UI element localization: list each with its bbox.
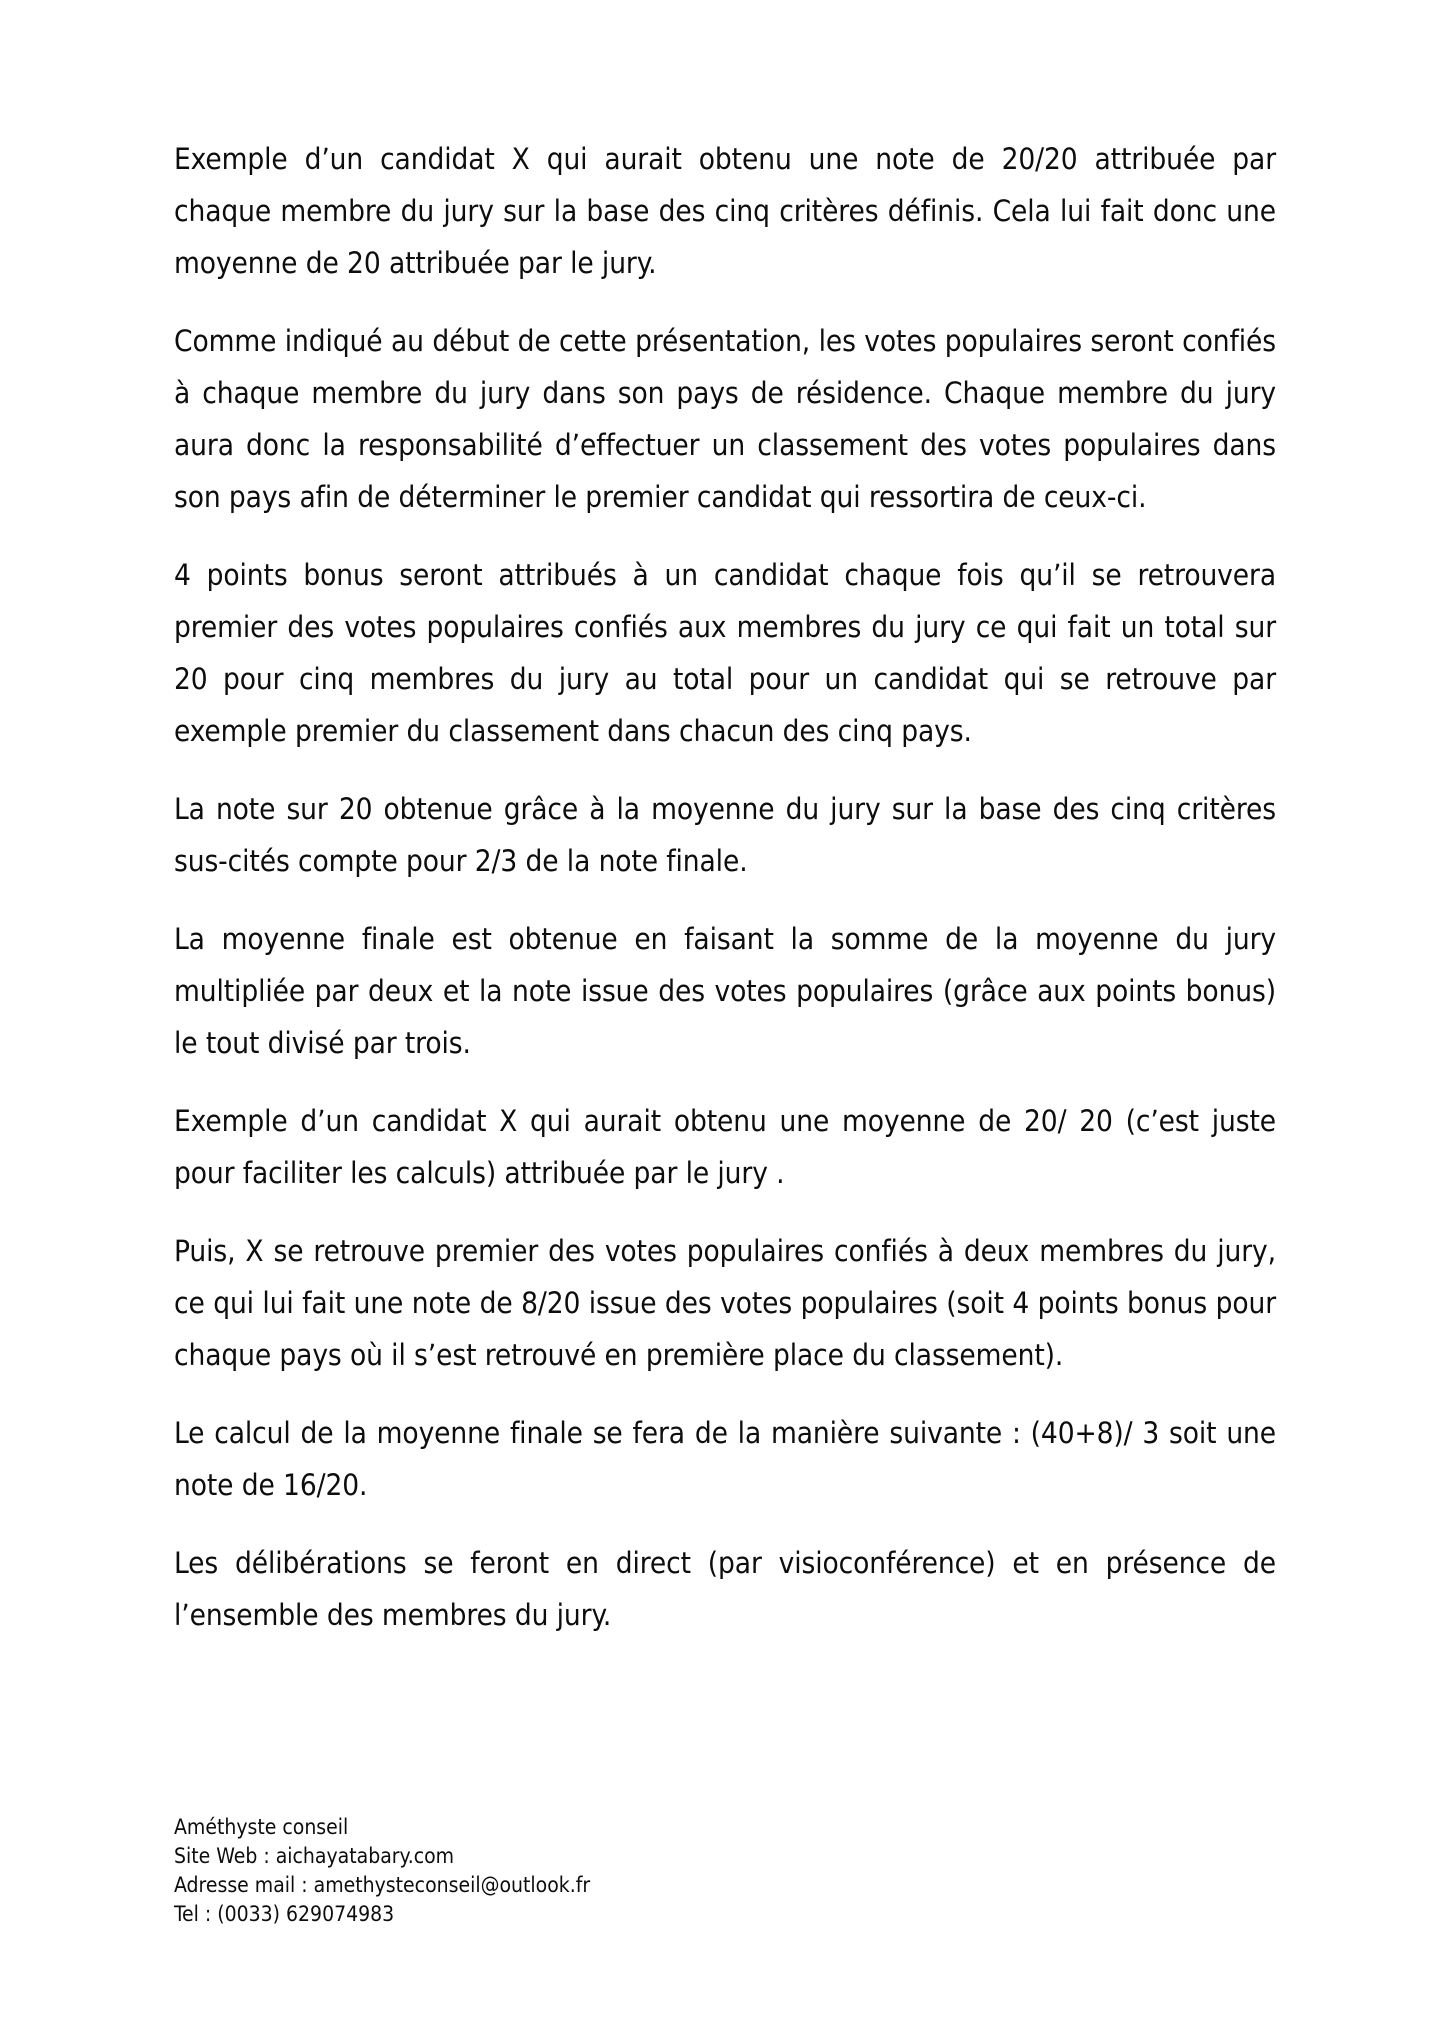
- paragraph-example-candidate-x-average: Exemple d’un candidat X qui aurait obtenu une moyenne de 20/ 20 (c’est juste pour faciliter les calculs) attribuée par le jury .: [174, 1104, 1276, 1190]
- document-body: [174, 133, 1276, 1641]
- footer-email: Adresse mail : amethysteconseil@outlook.fr: [174, 1873, 591, 1897]
- footer-company-name: Améthyste conseil: [174, 1815, 349, 1839]
- paragraph-example-popular-vote-score: Puis, X se retrouve premier des votes populaires confiés à deux membres du jury, ce qui lui fait une note de 8/20 issue des votes populaires (soit 4 points bonus pour chaque pays où il s’est retrouvé en première place du classement).: [174, 1234, 1276, 1372]
- document-footer: [174, 1813, 1074, 1929]
- paragraph-bonus-points-rule: 4 points bonus seront attribués à un candidat chaque fois qu’il se retrouvera premier des votes populaires confiés aux membres du jury ce qui fait un total sur 20 pour cinq membres du jury au total pour un candidat qui se retrouve par exemple premier du classement dans chacun des cinq pays.: [174, 558, 1276, 748]
- paragraph-final-calculation-result: Le calcul de la moyenne finale se fera de la manière suivante : (40+8)/ 3 soit une note de 16/20.: [174, 1416, 1276, 1502]
- paragraph-deliberations-live: Les délibérations se feront en direct (par visioconférence) et en présence de l’ensemble des membres du jury.: [174, 1546, 1276, 1632]
- paragraph-popular-votes-jury-countries: Comme indiqué au début de cette présentation, les votes populaires seront confiés à chaque membre du jury dans son pays de résidence. Chaque membre du jury aura donc la responsabilité d’effectuer un classement des votes populaires dans son pays afin de déterminer le premier candidat qui ressortira de ceux-ci.: [174, 324, 1276, 514]
- paragraph-note-sur-20-two-thirds: La note sur 20 obtenue grâce à la moyenne du jury sur la base des cinq critères sus-cités compte pour 2/3 de la note finale.: [174, 792, 1276, 878]
- paragraph-final-average-formula: La moyenne finale est obtenue en faisant la somme de la moyenne du jury multipliée par deux et la note issue des votes populaires (grâce aux points bonus) le tout divisé par trois.: [174, 922, 1276, 1060]
- footer-phone: Tel : (0033) 629074983: [174, 1902, 395, 1926]
- paragraph-example-candidate-x-note: Exemple d’un candidat X qui aurait obtenu une note de 20/20 attribuée par chaque membre du jury sur la base des cinq critères définis. Cela lui fait donc une moyenne de 20 attribuée par le jury.: [174, 142, 1276, 280]
- footer-website: Site Web : aichayatabary.com: [174, 1844, 455, 1868]
